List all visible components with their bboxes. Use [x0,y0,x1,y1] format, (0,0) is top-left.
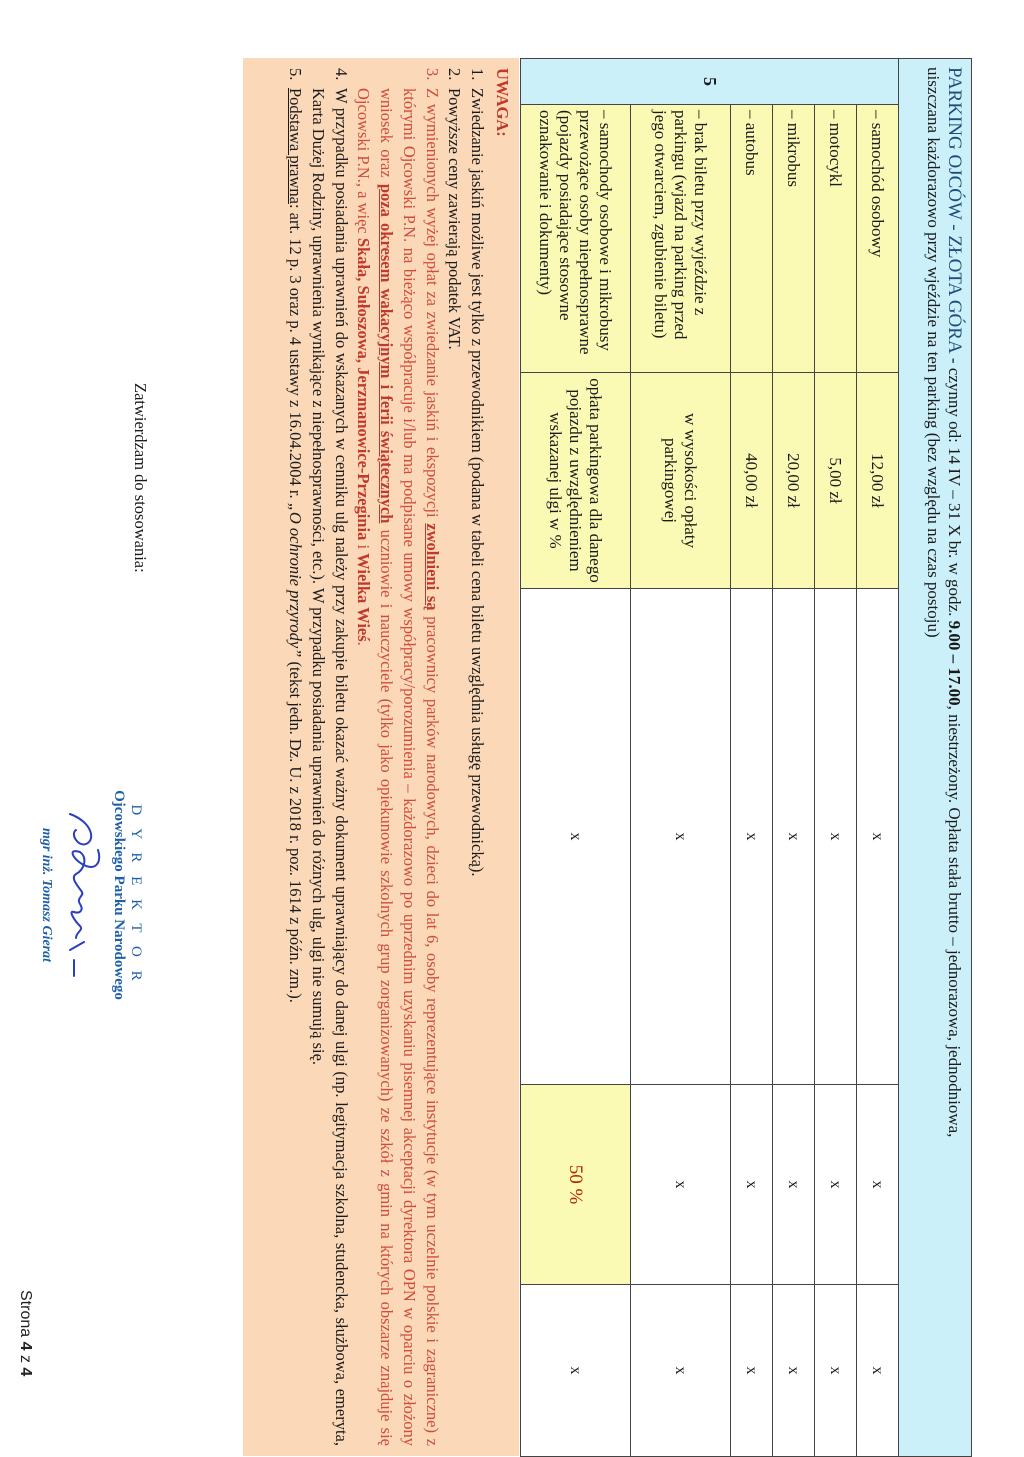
note-text: i [354,540,374,554]
stamp-title: D Y R E K T O R [128,804,144,986]
price-cell: w wysokości opłaty parkingowej [631,373,731,589]
mark-cell: x [521,589,631,1085]
approval-text: Zatwierdzam do stosowania: [131,383,150,573]
notes-list [283,68,488,1446]
note-text: W przypadku posiadania uprawnień do wskazanych w cenniku ulg należy przy zakupie biletu okazać ważny dokument uprawniający do danej ulgi (np. legitymacja szkolna, studencka, służbowa, emeryta, Karta Dużej Rodziny, uprawnienia wynikające z niepełnosprawności, etc.). W przypadku posiadania uprawnień do różnych ulg, ulgi nie sumują się. [308,88,351,1446]
note-number: 1. [468,68,488,81]
page-separator: z [17,1350,34,1368]
mark-cell: x [857,589,899,1085]
note-text: . [354,641,374,646]
parking-title: PARKING OJCÓW - ZŁOTA GÓRA [944,67,965,354]
mark-cell: x [631,589,731,1085]
header-line-2: uiszczana każdorazowo przy wjeździe na ten parking (bez względu na czas postoju) [923,67,943,638]
note-text: pracownicy parków narodowych, dzieci do lat 6, osoby reprezentujące instytucje (w tym uczelnie polskie i zagraniczne) z którymi Ojcowski P.N. na bieżąco współpracuje i/lub ma podpisane umowy współpracy/porozumienia – każdorazowo po uprzednim uzyskaniu pisemnej akceptacji dyrektora OPN w oparciu o złożony wniosek oraz [377,88,442,1446]
category-cell: – samochód osobowy [857,105,899,373]
note-emphasis: poza okresem wakacyjnym i ferii świątecznych [377,183,397,524]
mark-cell: x [815,1085,857,1285]
notes-section [243,58,519,1456]
parking-price-table [520,58,972,1457]
note-text: uczniowie i nauczyciele (tylko jako opiekunowie szkolnych grup zorganizowanych) ze szkół z gmin na których obszarze znajduje się Ojcowski P.N., a więc [354,88,397,1446]
notes-heading: UWAGA: [493,68,512,137]
mark-cell: x [631,1085,731,1285]
act-title: „O ochronie przyrody” [286,502,306,658]
section-number: 5 [521,59,899,105]
stamp-organization: Ojcowskiego Parku Narodowego [111,790,127,1000]
note-number: 4. [331,68,351,81]
header-text-a: - czynny od: 14 IV – 31 X br. w godz. [945,353,964,621]
table-row [731,59,773,1457]
note-item-3 [352,68,443,1446]
note-text: (tekst jedn. Dz. U. z 2018 r. poz. 1614 z późn. zm.). [286,657,306,1003]
mark-cell: x [731,589,773,1085]
table-row [631,59,731,1457]
mark-cell: x [773,1285,815,1457]
mark-cell: x [815,589,857,1085]
table-row [857,59,899,1457]
category-cell: – motocykl [815,105,857,373]
note-item-4 [306,68,352,1446]
note-emphasis: Skała, Sułoszowa, Jerzmanowice-Przeginia [354,237,374,541]
page-current: 4 [17,1341,34,1351]
mark-cell: x [815,1285,857,1457]
page-label: Strona [17,1290,34,1342]
category-cell: – mikrobus [773,105,815,373]
legal-basis-label: Podstawa prawna [286,88,306,204]
stamp-name: mgr inż. Tomasz Gierat [39,827,54,963]
opening-hours: 9.00 – 17.00 [945,620,964,706]
director-stamp [38,775,144,1015]
note-number: 3. [422,68,442,81]
discount-cell: 50 % [521,1085,631,1285]
note-item-1 [465,68,488,1446]
parking-header-cell [899,59,972,1457]
price-cell: opłata parkingowa dla danego pojazdu z uwzględnieniem wskazanej ulgi w % [521,373,631,589]
table-row [773,59,815,1457]
note-number: 5. [286,68,306,81]
header-text-b: , niestrzeżony. Opłata stała brutto – jednorazowa, jednodniowa, [945,705,964,1138]
mark-cell: x [773,1085,815,1285]
page-number [16,1290,34,1376]
page-total: 4 [17,1367,34,1377]
mark-cell: x [857,1085,899,1285]
table-row [521,59,631,1457]
note-text: Powyższe ceny zawierają podatek VAT. [445,88,465,350]
mark-cell: x [731,1285,773,1457]
note-number: 2. [445,68,465,81]
note-item-5 [283,68,306,1446]
table-header-row [899,59,972,1457]
price-cell: 40,00 zł [731,373,773,589]
note-emphasis: zwolnieni są [422,523,442,611]
mark-cell: x [631,1285,731,1457]
mark-cell: x [857,1285,899,1457]
category-cell: – autobus [731,105,773,373]
signature-image [54,800,110,990]
mark-cell: x [731,1085,773,1285]
note-text: : art. 12 p. 3 oraz p. 4 ustawy z 16.04.2004 r. [286,203,306,503]
table-row [815,59,857,1457]
price-cell: 12,00 zł [857,373,899,589]
note-text: Z wymienionych wyżej opłat za zwiedzanie jaskiń i ekspozycji [422,88,442,524]
price-cell: 5,00 zł [815,373,857,589]
mark-cell: x [773,589,815,1085]
note-emphasis: Wielka Wieś [354,553,374,642]
category-cell: – samochody osobowe i mikrobusy przewożące osoby niepełnosprawne (pojazdy posiadające stosowne oznakowanie i dokumenty) [521,105,631,373]
note-text: Zwiedzanie jaskiń możliwe jest tylko z przewodnikiem (podana w tabeli cena biletu uwzględnia usługę przewodnicką). [468,88,488,877]
note-item-2 [443,68,466,1446]
price-cell: 20,00 zł [773,373,815,589]
category-cell: – brak biletu przy wyjeździe z parkingu (wjazd na parking przed jego otwarciem, zgubienie biletu) [631,105,731,373]
mark-cell: x [521,1285,631,1457]
